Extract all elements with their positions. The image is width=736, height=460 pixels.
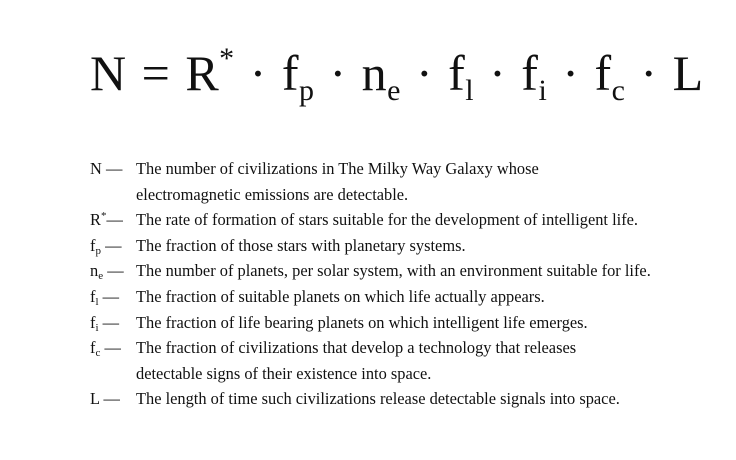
- term-subscript: p: [95, 244, 101, 257]
- term-dash: —: [104, 338, 121, 358]
- term-symbol: N: [90, 159, 102, 178]
- term-superscript: *: [100, 210, 107, 223]
- eq-i-subscript: i: [538, 74, 548, 107]
- eq-dot-4: ·: [489, 45, 507, 101]
- drake-equation: [90, 38, 710, 108]
- legend-item-fc: [90, 335, 700, 386]
- term-symbol: n: [90, 261, 99, 281]
- legend-description: [136, 386, 700, 412]
- term-symbol: f: [90, 312, 96, 332]
- legend-item-R: [90, 207, 700, 233]
- eq-f-c: f: [594, 45, 612, 101]
- eq-dot-5: ·: [562, 45, 580, 101]
- legend-term: [90, 284, 136, 310]
- eq-n-e: n: [361, 45, 388, 101]
- description-line: The fraction of those stars with planetary systems.: [136, 235, 466, 255]
- legend-item-N: [90, 156, 700, 207]
- term-subscript: i: [95, 321, 99, 334]
- legend-term: [90, 258, 136, 284]
- description-line: The fraction of civilizations that develop a technology that releases: [136, 338, 577, 358]
- description-line: electromagnetic emissions are detectable.: [136, 184, 409, 204]
- description-line: The fraction of suitable planets on which life actually appears.: [136, 286, 545, 306]
- legend-item-fl: [90, 284, 700, 310]
- legend-description: [136, 233, 700, 259]
- eq-dot-2: ·: [329, 45, 347, 101]
- eq-p-subscript: p: [298, 74, 315, 107]
- legend-description: [136, 335, 700, 386]
- legend-description: [136, 310, 700, 336]
- term-dash: —: [102, 312, 120, 332]
- legend-term: [90, 386, 136, 412]
- legend-term: [90, 156, 136, 182]
- eq-L: L: [672, 45, 704, 101]
- description-line: The number of civilizations in The Milky Way Galaxy whose: [136, 159, 539, 178]
- term-symbol: R: [90, 210, 101, 230]
- eq-dot-1: ·: [249, 45, 267, 101]
- legend-description: [136, 207, 700, 233]
- term-subscript: c: [95, 347, 101, 360]
- legend-description: [136, 258, 700, 284]
- eq-dot-6: ·: [640, 45, 658, 101]
- eq-f-i: f: [521, 45, 539, 101]
- description-line: The number of planets, per solar system, with an environment suitable for life.: [136, 261, 651, 281]
- description-line: The fraction of life bearing planets on which intelligent life emerges.: [136, 312, 588, 332]
- legend-term: [90, 335, 136, 361]
- eq-f-l: f: [448, 45, 466, 101]
- term-dash: —: [106, 210, 123, 230]
- eq-N: N: [90, 45, 127, 101]
- description-line: detectable signs of their existence into space.: [136, 363, 432, 383]
- eq-equals: =: [141, 45, 171, 101]
- eq-dot-3: ·: [415, 45, 434, 101]
- description-line: The length of time such civilizations release detectable signals into space.: [136, 389, 620, 409]
- eq-R: R: [185, 45, 220, 101]
- eq-l-subscript: l: [465, 74, 475, 107]
- legend-item-fi: [90, 310, 700, 336]
- legend-item-fp: [90, 233, 700, 259]
- description-line: The rate of formation of stars suitable for the development of intelligent life.: [136, 210, 639, 230]
- eq-f-p: f: [281, 45, 299, 101]
- legend-term: [90, 233, 136, 259]
- term-subscript: l: [95, 295, 99, 308]
- term-dash: —: [105, 235, 122, 255]
- term-symbol: f: [90, 338, 96, 358]
- term-symbol: L: [90, 389, 100, 409]
- term-symbol: f: [90, 235, 96, 255]
- eq-e-subscript: e: [387, 74, 401, 107]
- legend-description: [136, 284, 700, 310]
- legend-item-L: [90, 386, 700, 412]
- term-dash: —: [103, 389, 120, 409]
- legend-term: [90, 207, 136, 233]
- eq-c-subscript: c: [611, 74, 626, 107]
- eq-R-star: *: [219, 42, 235, 75]
- term-subscript: e: [98, 270, 104, 283]
- variable-legend: [90, 156, 700, 412]
- legend-item-ne: [90, 258, 700, 284]
- term-dash: —: [107, 261, 124, 281]
- legend-term: [90, 310, 136, 336]
- term-dash: —: [105, 159, 123, 178]
- term-dash: —: [102, 286, 120, 306]
- term-symbol: f: [90, 286, 96, 306]
- legend-description: [136, 156, 700, 207]
